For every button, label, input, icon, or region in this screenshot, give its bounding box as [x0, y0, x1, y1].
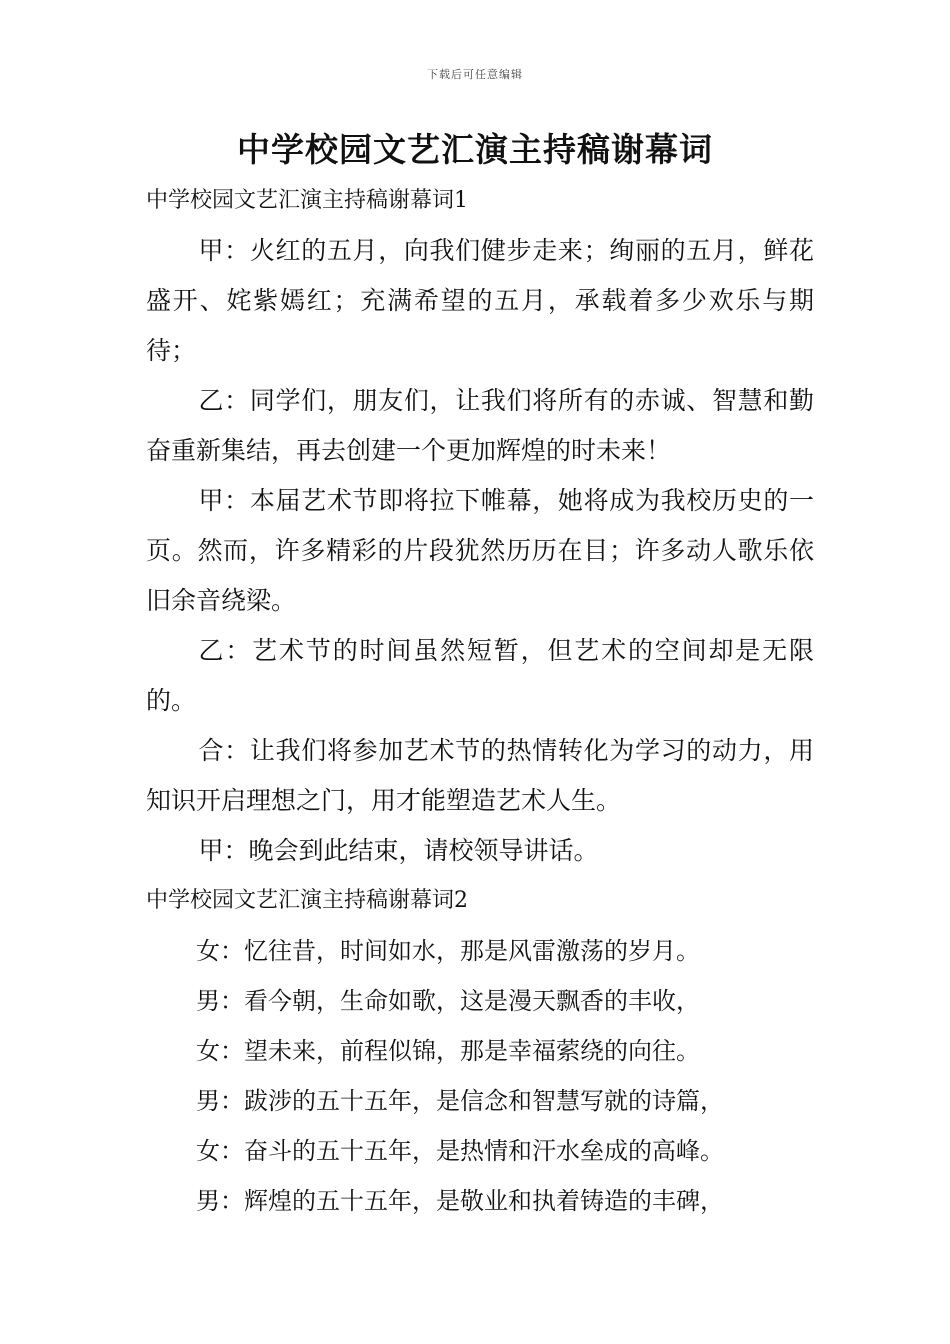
section-heading-2: 中学校园文艺汇演主持稿谢幕词2: [146, 888, 468, 913]
header-note: 下载后可任意编辑: [427, 68, 523, 81]
verse-line: 女：奋斗的五十五年，是热情和汗水垒成的高峰。: [196, 1137, 724, 1165]
paragraph: 乙：同学们，朋友们，让我们将所有的赤诚、智慧和勤奋重新集结，再去创建一个更加辉煌的时未来！: [146, 386, 814, 465]
verse-line: 男：看今朝，生命如歌，这是漫天飘香的丰收，: [196, 987, 700, 1015]
document-body: [146, 176, 814, 1226]
paragraph: 甲：火红的五月，向我们健步走来；绚丽的五月，鲜花盛开、姹紫嫣红；充满希望的五月，承载着多少欢乐与期待；: [146, 236, 814, 365]
paragraph: 合：让我们将参加艺术节的热情转化为学习的动力，用知识开启理想之门，用才能塑造艺术人生。: [146, 736, 814, 815]
verse-line: 女：忆往昔，时间如水，那是风雷激荡的岁月。: [196, 937, 700, 965]
section-heading-1: 中学校园文艺汇演主持稿谢幕词1: [146, 188, 468, 213]
verse-line: 男：跋涉的五十五年，是信念和智慧写就的诗篇，: [196, 1087, 724, 1115]
paragraph: 甲：晚会到此结束，请校领导讲话。: [198, 836, 599, 865]
verse-line: 女：望未来，前程似锦，那是幸福萦绕的向往。: [196, 1037, 700, 1065]
verse-line: 男：辉煌的五十五年，是敬业和执着铸造的丰碑，: [196, 1187, 724, 1215]
document-title: 中学校园文艺汇演主持稿谢幕词: [237, 130, 713, 169]
paragraph: 乙：艺术节的时间虽然短暂，但艺术的空间却是无限的。: [146, 636, 814, 715]
paragraph: 甲：本届艺术节即将拉下帷幕，她将成为我校历史的一页。然而，许多精彩的片段犹然历历在目；许多动人歌乐依旧余音绕梁。: [146, 486, 814, 615]
